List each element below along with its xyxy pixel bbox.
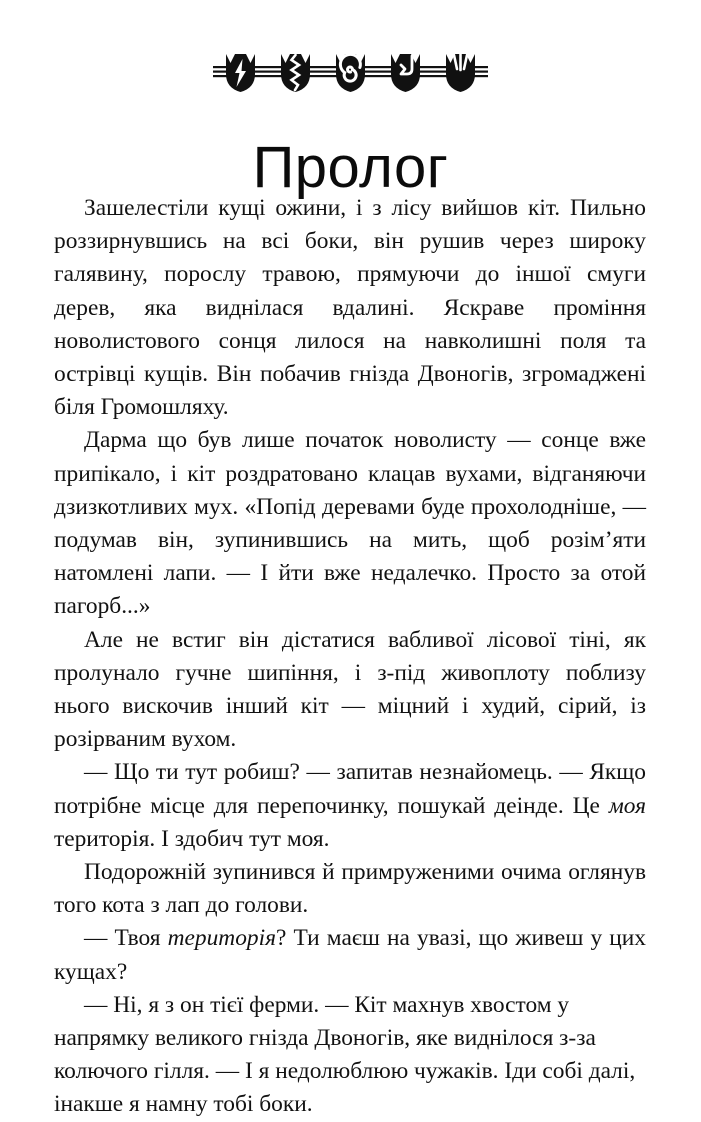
body-text-run: Зашелестіли кущі ожини, і з лісу вийшов кіт. Пильно роззирнувшись на всі боки, він рушив через широку галявину, порослу травою, прямуючи до іншої смуги дерев, яка виднілася вдалині. Яскраве проміння новолистового сонця лилося на навколишні поля та острівці кущів. Він побачив гнізда Двоногів, згромаджені біля Громошляху. <box>54 195 646 421</box>
chapter-body-text <box>54 192 646 1122</box>
body-paragraph <box>54 989 646 1122</box>
body-text-run: Подорожній зупинився й примруженими очима оглянув того кота з лап до голови. <box>54 859 646 919</box>
body-paragraph <box>54 424 646 623</box>
body-paragraph <box>54 756 646 856</box>
cat-head-spiral-icon <box>323 45 378 97</box>
cat-head-lightning-icon <box>213 45 268 97</box>
body-paragraph <box>54 856 646 922</box>
body-text-run: — Ні, я з он тієї ферми. — Кіт махнув хвостом у напрямку великого гнізда Двоногів, яке виднілося з-за колючого гілля. — І я недолюблюю чужаків. Іди собі далі, інакше я намну тобі боки. <box>54 991 636 1118</box>
body-text-run: Дарма що був лише початок новолисту — сонце вже припікало, і кіт роздратовано клацав вухами, відганяючи дзизкотливих мух. «Попід деревами буде прохолодніше, — подумав він, зупинившись на мить, щоб розім’яти натомлені лапи. — І йти вже недалечко. Просто за отой пагорб...» <box>54 427 646 620</box>
body-text-run: Але не встиг він дістатися вабливої лісової тіні, як пролунало гучне шипіння, і з-під живоплоту поблизу нього вискочив інший кіт — міцний і худий, сірий, із розірваним вухом. <box>54 626 646 753</box>
body-text-run: — Що ти тут робиш? — запитав незнайомець. — Якщо потрібне місце для перепочинку, пошукай деінде. Це <box>54 759 646 819</box>
body-text-run: ? Ти маєш на увазі, що живеш у цих кущах? <box>54 925 646 985</box>
cat-head-rays-icon <box>433 45 488 97</box>
cat-head-claw-icon <box>378 45 433 97</box>
body-paragraph <box>54 922 646 988</box>
body-paragraph <box>54 192 646 424</box>
chapter-title: Пролог <box>252 134 449 200</box>
cat-head-zigzag-icon <box>268 45 323 97</box>
body-text-run: — Твоя <box>84 925 168 952</box>
emphasised-text: територія <box>167 925 276 952</box>
emphasised-text: моя <box>608 792 646 819</box>
body-text-run: територія. І здобич тут моя. <box>54 825 330 852</box>
chapter-ornament-row <box>0 45 701 97</box>
body-paragraph <box>54 624 646 757</box>
